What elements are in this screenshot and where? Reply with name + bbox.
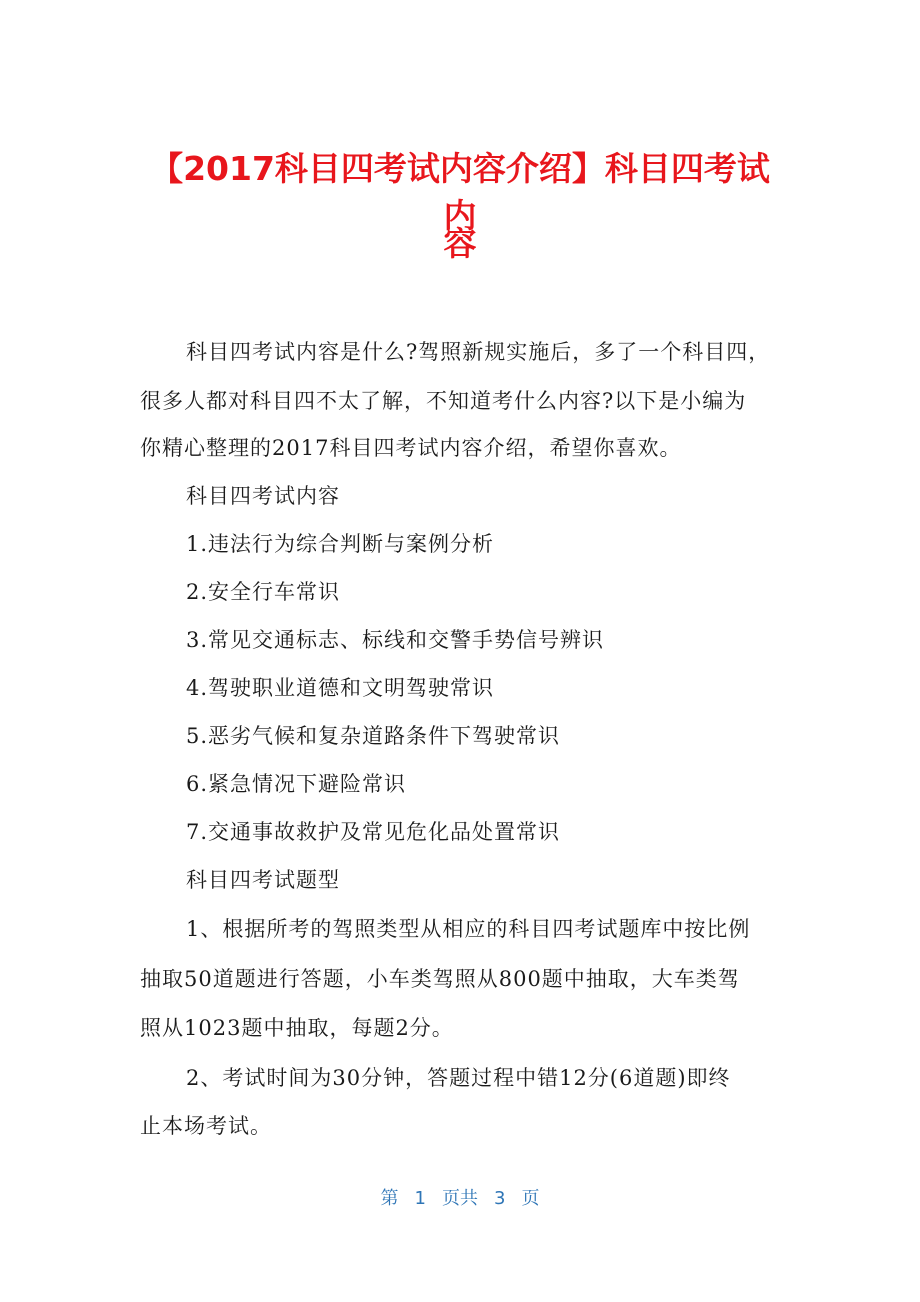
footer-prefix: 第 [380, 1188, 399, 1209]
document-title-line-2: 容 [443, 224, 477, 263]
footer-suffix: 页 [521, 1188, 540, 1209]
total-page-count: 3 [494, 1188, 506, 1209]
list-item: 6.紧急情况下避险常识 [186, 772, 407, 796]
rule-1-line-1: 1、根据所考的驾照类型从相应的科目四考试题库中按比例 [186, 917, 751, 941]
document-title-line-1: 【2017科目四考试内容介绍】科目四考试内 [150, 149, 770, 235]
rule-1-line-3: 照从1023题中抽取，每题2分。 [140, 1016, 454, 1040]
list-item: 2.安全行车常识 [186, 580, 341, 604]
intro-line-1: 科目四考试内容是什么?驾照新规实施后，多了一个科目四， [186, 340, 771, 364]
intro-line-2: 很多人都对科目四不太了解，不知道考什么内容?以下是小编为 [140, 389, 747, 413]
page-footer [0, 1184, 920, 1210]
rule-2-line-1: 2、考试时间为30分钟，答题过程中错12分(6道题)即终 [186, 1066, 731, 1090]
footer-mid: 页共 [442, 1188, 478, 1209]
rule-1-line-2: 抽取50道题进行答题，小车类驾照从800题中抽取，大车类驾 [140, 967, 740, 991]
intro-line-3: 你精心整理的2017科目四考试内容介绍，希望你喜欢。 [140, 436, 682, 460]
section-heading-content: 科目四考试内容 [186, 484, 340, 508]
list-item: 3.常见交通标志、标线和交警手势信号辨识 [186, 628, 605, 652]
list-item: 5.恶劣气候和复杂道路条件下驾驶常识 [186, 724, 561, 748]
list-item: 1.违法行为综合判断与案例分析 [186, 532, 495, 556]
list-item: 4.驾驶职业道德和文明驾驶常识 [186, 676, 495, 700]
section-heading-question-types: 科目四考试题型 [186, 868, 340, 892]
current-page-number: 1 [414, 1188, 426, 1209]
rule-2-line-2: 止本场考试。 [140, 1114, 272, 1138]
list-item: 7.交通事故救护及常见危化品处置常识 [186, 820, 561, 844]
